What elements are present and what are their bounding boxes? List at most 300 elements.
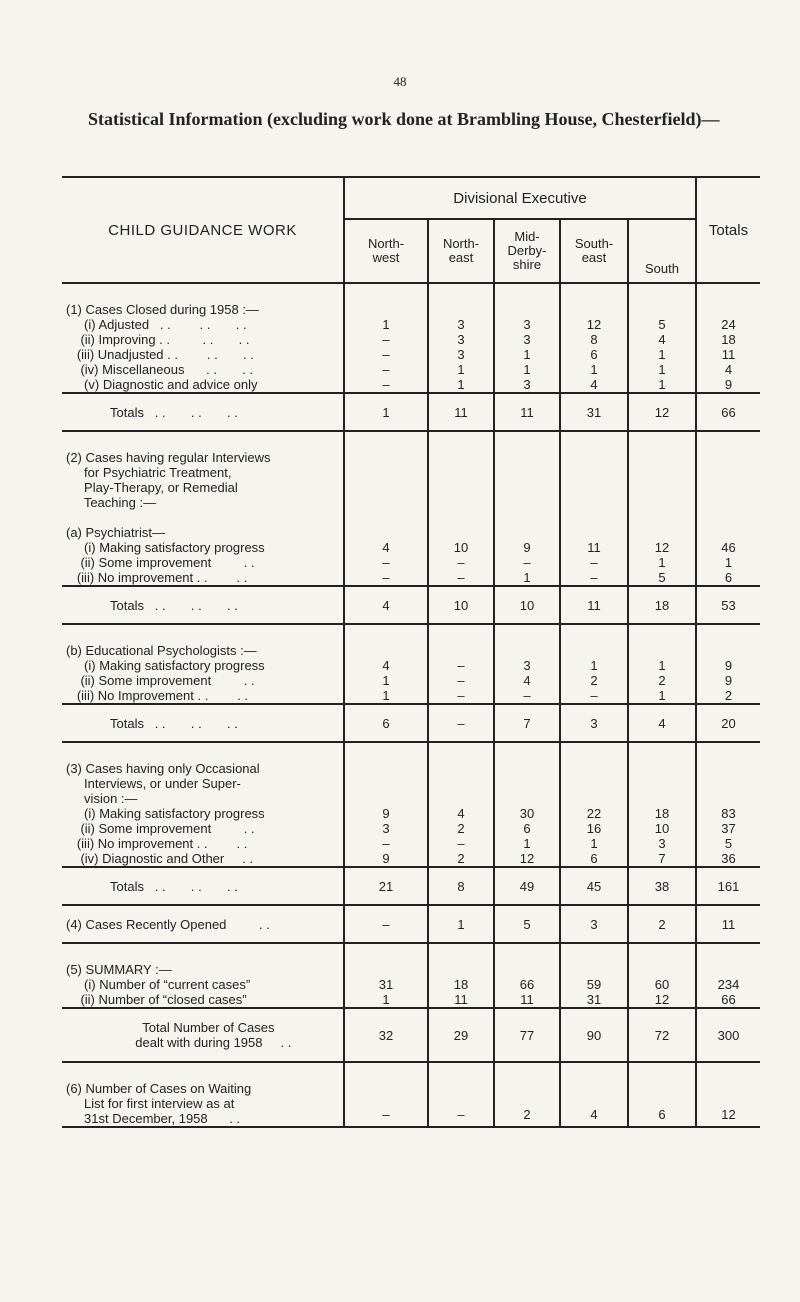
spacer-cell: [428, 1062, 494, 1081]
total-south-east: 3: [560, 905, 628, 943]
cell-value: [429, 510, 493, 525]
spacer-cell: [428, 742, 494, 761]
totals-label: [62, 1008, 344, 1062]
cell-value: [495, 776, 559, 791]
cell-value: 12: [654, 540, 670, 555]
cell-value: [345, 791, 427, 806]
cell-value: 6: [523, 821, 531, 836]
column-header-line: west: [372, 250, 400, 265]
cell-value: 1: [523, 570, 531, 585]
totals-label: (4) Cases Recently Opened . .: [62, 905, 344, 943]
cell-totals: [696, 302, 760, 393]
spacer-cell: [494, 624, 560, 643]
cell-value: 2: [590, 673, 598, 688]
section-4: [62, 761, 760, 867]
waiting-north-east: –: [428, 1081, 494, 1127]
cell-value: [629, 791, 695, 806]
total-mid-derbyshire: 10: [494, 586, 560, 624]
cell-value: [345, 495, 427, 510]
cell-value: –: [457, 570, 465, 585]
cell-value: 12: [519, 851, 535, 866]
cell-value: [495, 791, 559, 806]
cell-value: [345, 302, 427, 317]
cell-mid-derbyshire: [494, 761, 560, 867]
cell-value: [495, 525, 559, 540]
waiting-mid-derbyshire: 2: [494, 1081, 560, 1127]
cell-value: –: [382, 555, 390, 570]
cell-south-east: [560, 962, 628, 1008]
label-line: 31st December, 1958 . .: [66, 1111, 241, 1126]
label-line: (5) SUMMARY :—: [66, 962, 172, 977]
label-line: (i) Making satisfactory progress: [66, 658, 265, 673]
cell-value: [629, 450, 695, 465]
cell-value: [697, 510, 760, 525]
total-north-west: 21: [344, 867, 428, 905]
cell-value: [345, 643, 427, 658]
cell-value: 1: [590, 362, 598, 377]
cell-value: –: [590, 555, 598, 570]
spacer-cell: [344, 1062, 428, 1081]
cell-value: [561, 791, 627, 806]
cell-south-east: [560, 761, 628, 867]
spacer-cell: [560, 624, 628, 643]
totals-label: Totals . . . . . .: [62, 867, 344, 905]
section-3: [62, 643, 760, 704]
label-line: (ii) Improving . . . . . .: [66, 332, 250, 347]
cell-mid-derbyshire: [494, 962, 560, 1008]
spacer-cell: [494, 431, 560, 450]
cell-value: [345, 761, 427, 776]
cell-value: 1: [658, 688, 666, 703]
column-header-totals: Totals: [696, 177, 760, 283]
cell-value: [561, 495, 627, 510]
cell-value: [561, 525, 627, 540]
cell-value: 1: [658, 347, 666, 362]
total-south: 4: [628, 704, 696, 742]
column-header-line: South: [645, 261, 679, 276]
cell-value: 1: [658, 658, 666, 673]
label-line: (a) Psychiatrist—: [66, 525, 165, 540]
cell-value: [629, 525, 695, 540]
cell-value: 10: [453, 540, 469, 555]
cell-value: –: [457, 836, 465, 851]
column-header-north-east: [428, 219, 494, 283]
row-label: [62, 962, 344, 1008]
row-label: [62, 761, 344, 867]
label-line: (3) Cases having only Occasional: [66, 761, 260, 776]
cell-value: [561, 962, 627, 977]
cell-value: 3: [523, 332, 531, 347]
cell-value: 7: [658, 851, 666, 866]
cell-value: [629, 480, 695, 495]
cell-value: 6: [724, 570, 733, 585]
total-north-east: –: [428, 704, 494, 742]
column-header-divisional-executive: Divisional Executive: [344, 177, 696, 219]
cell-value: 12: [654, 992, 670, 1007]
cell-value: [429, 302, 493, 317]
cell-value: 22: [586, 806, 602, 821]
label-line: (iii) No Improvement . . . .: [66, 688, 249, 703]
cell-value: –: [382, 570, 390, 585]
cell-value: 1: [658, 555, 666, 570]
label-line: (1) Cases Closed during 1958 :—: [66, 302, 259, 317]
cell-totals: [696, 962, 760, 1008]
totals-label: Totals . . . . . .: [62, 704, 344, 742]
spacer-cell: [696, 943, 760, 962]
spacer-cell: [344, 742, 428, 761]
totals-row: [62, 586, 760, 624]
section-1: [62, 302, 760, 393]
label-line: (v) Diagnostic and advice only: [66, 377, 258, 392]
cell-value: 3: [457, 317, 465, 332]
cell-south: [628, 761, 696, 867]
cell-north-east: [428, 962, 494, 1008]
spacer-cell: [62, 742, 344, 761]
cell-value: [495, 302, 559, 317]
spacer-cell: [560, 283, 628, 302]
total-totals: 300: [717, 1027, 740, 1043]
total-north-east: 1: [428, 905, 494, 943]
label-line: (iii) Unadjusted . . . . . .: [66, 347, 254, 362]
label-line: Total Number of Cases: [110, 1020, 275, 1035]
cell-value: 4: [724, 362, 733, 377]
total-south-east: 31: [560, 393, 628, 431]
cell-value: 1: [590, 658, 598, 673]
label-line: (2) Cases having regular Interviews: [66, 450, 271, 465]
cell-value: 11: [721, 347, 736, 362]
spacer-row: [62, 943, 760, 962]
cell-value: 2: [724, 688, 733, 703]
column-header-south-east: [560, 219, 628, 283]
total-totals: 11: [721, 916, 736, 932]
cell-value: 30: [519, 806, 535, 821]
column-header-line: South-: [574, 236, 614, 251]
column-header-mid-derbyshire: [494, 219, 560, 283]
cell-value: 5: [724, 836, 733, 851]
cell-south-east: [560, 302, 628, 393]
cell-south-east: [560, 450, 628, 586]
cell-value: [429, 776, 493, 791]
spacer-cell: [344, 943, 428, 962]
cell-value: [345, 510, 427, 525]
total-south: 72: [628, 1008, 696, 1062]
cell-value: 1: [457, 377, 465, 392]
label-line: (i) Making satisfactory progress: [66, 540, 265, 555]
column-header-line: east: [448, 250, 474, 265]
spacer-row: [62, 624, 760, 643]
cell-north-west: [344, 761, 428, 867]
cell-value: 234: [717, 977, 740, 992]
cell-value: 36: [721, 851, 736, 866]
cell-value: 37: [721, 821, 736, 836]
row-label: [62, 302, 344, 393]
cell-value: [697, 302, 760, 317]
spacer-cell: [428, 431, 494, 450]
totals-label: Totals . . . . . .: [62, 393, 344, 431]
cell-value: [697, 962, 760, 977]
spacer-cell: [494, 943, 560, 962]
cell-value: 4: [457, 806, 465, 821]
waiting-south-east: 4: [560, 1081, 628, 1127]
total-mid-derbyshire: 49: [494, 867, 560, 905]
cell-totals: [696, 450, 760, 586]
page-title: Statistical Information (excluding work done at Brambling House, Chesterfield)—: [88, 109, 720, 129]
cell-value: [561, 302, 627, 317]
cell-value: 3: [457, 347, 465, 362]
total-south: 18: [628, 586, 696, 624]
cell-value: 11: [587, 540, 601, 555]
cell-value: 24: [721, 317, 736, 332]
header-row: [62, 177, 760, 219]
spacer-cell: [560, 742, 628, 761]
cell-value: 1: [523, 347, 531, 362]
cell-value: 4: [382, 540, 390, 555]
section-2: [62, 450, 760, 586]
spacer-cell: [560, 943, 628, 962]
total-south: 2: [628, 905, 696, 943]
cell-value: –: [382, 377, 390, 392]
spacer-cell: [696, 624, 760, 643]
label-line: [66, 510, 343, 525]
spacer-cell: [696, 1062, 760, 1081]
cell-value: 2: [457, 821, 465, 836]
cell-value: –: [382, 836, 390, 851]
cell-north-west: [344, 962, 428, 1008]
cell-value: 6: [590, 851, 598, 866]
cell-value: –: [590, 688, 598, 703]
cell-value: –: [382, 347, 390, 362]
cell-value: 2: [658, 673, 666, 688]
cell-value: 5: [658, 570, 666, 585]
cell-value: 3: [523, 377, 531, 392]
cell-value: –: [457, 673, 465, 688]
cell-value: 9: [724, 673, 733, 688]
total-totals: 53: [721, 597, 736, 613]
cell-value: 8: [590, 332, 598, 347]
cell-value: 3: [523, 658, 531, 673]
cell-value: [697, 495, 760, 510]
total-north-west: 6: [344, 704, 428, 742]
cell-value: –: [457, 555, 465, 570]
cell-value: 3: [658, 836, 666, 851]
spacer-cell: [628, 742, 696, 761]
cell-value: –: [523, 688, 531, 703]
label-line: (iv) Diagnostic and Other . .: [66, 851, 254, 866]
total-north-east: 8: [428, 867, 494, 905]
cell-north-west: [344, 450, 428, 586]
label-line: (ii) Some improvement . .: [66, 821, 255, 836]
cell-value: [429, 495, 493, 510]
cell-value: 18: [721, 332, 736, 347]
cell-value: 1: [523, 836, 531, 851]
total-mid-derbyshire: 5: [494, 905, 560, 943]
label-line: Interviews, or under Super-: [66, 776, 241, 791]
label-line: Teaching :—: [66, 495, 157, 510]
cell-north-west: [344, 302, 428, 393]
cell-value: [561, 450, 627, 465]
cell-value: 1: [382, 992, 390, 1007]
cell-value: [629, 761, 695, 776]
cell-value: 16: [586, 821, 602, 836]
label-line: (i) Number of “current cases”: [66, 977, 251, 992]
summary-section: [62, 962, 760, 1008]
cell-totals: [696, 761, 760, 867]
cell-value: 1: [724, 555, 733, 570]
total-mid-derbyshire: 77: [494, 1008, 560, 1062]
cell-value: 1: [658, 362, 666, 377]
cell-value: [345, 480, 427, 495]
cell-value: 18: [453, 977, 469, 992]
label-line: dealt with during 1958 . .: [110, 1035, 292, 1050]
column-header-child-guidance-work: CHILD GUIDANCE WORK: [62, 177, 344, 283]
cell-south-east: [560, 643, 628, 704]
spacer-cell: [428, 624, 494, 643]
cell-value: 9: [382, 851, 390, 866]
cell-value: [429, 791, 493, 806]
cell-value: 5: [658, 317, 666, 332]
cell-south: [628, 962, 696, 1008]
totals-row: [62, 867, 760, 905]
cell-mid-derbyshire: [494, 450, 560, 586]
label-line: Play-Therapy, or Remedial: [66, 480, 238, 495]
spacer-cell: [62, 624, 344, 643]
spacer-cell: [428, 943, 494, 962]
spacer-cell: [696, 742, 760, 761]
cell-value: [495, 761, 559, 776]
spacer-cell: [628, 943, 696, 962]
spacer-cell: [428, 283, 494, 302]
cell-value: 59: [586, 977, 602, 992]
cell-value: 31: [586, 992, 602, 1007]
total-north-east: 10: [428, 586, 494, 624]
child-guidance-table: [62, 176, 760, 1128]
cell-value: 4: [523, 673, 531, 688]
cell-value: [345, 962, 427, 977]
total-north-west: 32: [344, 1008, 428, 1062]
summary-total-row: [62, 1008, 760, 1062]
cell-value: [697, 776, 760, 791]
label-line: (i) Adjusted . . . . . .: [66, 317, 247, 332]
spacer-cell: [62, 431, 344, 450]
cell-value: 2: [457, 851, 465, 866]
spacer-cell: [628, 431, 696, 450]
cell-value: [495, 450, 559, 465]
cell-value: [429, 465, 493, 480]
spacer-cell: [344, 624, 428, 643]
totals-row: [62, 704, 760, 742]
label-line: (iii) No improvement . . . .: [66, 570, 248, 585]
column-header-line: east: [581, 250, 607, 265]
cell-value: 12: [586, 317, 602, 332]
total-north-west: –: [344, 905, 428, 943]
cell-value: [495, 962, 559, 977]
total-south: 38: [628, 867, 696, 905]
cell-value: [697, 643, 760, 658]
cell-value: –: [457, 688, 465, 703]
cell-value: [561, 510, 627, 525]
cell-value: [697, 525, 760, 540]
total-south-east: 3: [560, 704, 628, 742]
cell-value: [345, 465, 427, 480]
cell-totals: [696, 643, 760, 704]
cell-value: 3: [457, 332, 465, 347]
cell-value: [561, 643, 627, 658]
cell-value: –: [457, 658, 465, 673]
page-number: 48: [393, 74, 407, 89]
cell-value: [629, 776, 695, 791]
cell-value: [429, 962, 493, 977]
cell-value: 1: [382, 317, 390, 332]
total-north-west: 4: [344, 586, 428, 624]
label-line: (i) Making satisfactory progress: [66, 806, 265, 821]
spacer-row: [62, 283, 760, 302]
cell-value: [561, 776, 627, 791]
cell-value: 66: [721, 992, 736, 1007]
cell-value: 1: [658, 377, 666, 392]
label-line: (iv) Miscellaneous . . . .: [66, 362, 254, 377]
spacer-row: [62, 431, 760, 450]
cell-value: [495, 643, 559, 658]
spacer-row: [62, 1062, 760, 1081]
spacer-row: [62, 742, 760, 761]
cell-value: 4: [658, 332, 666, 347]
cell-value: 3: [523, 317, 531, 332]
total-north-west: 1: [344, 393, 428, 431]
cell-value: 3: [382, 821, 390, 836]
cell-value: 18: [654, 806, 670, 821]
cell-value: [429, 643, 493, 658]
cell-value: 66: [519, 977, 535, 992]
cell-value: 31: [378, 977, 394, 992]
cell-south: [628, 302, 696, 393]
label-line: (b) Educational Psychologists :—: [66, 643, 257, 658]
total-totals: 161: [717, 878, 740, 894]
spacer-cell: [628, 624, 696, 643]
cell-value: [495, 480, 559, 495]
column-header-line: North-: [442, 236, 480, 251]
cell-value: [561, 761, 627, 776]
spacer-cell: [344, 283, 428, 302]
total-north-east: 11: [428, 393, 494, 431]
totals-label: Totals . . . . . .: [62, 586, 344, 624]
label-line: for Psychiatric Treatment,: [66, 465, 232, 480]
row-label: [62, 643, 344, 704]
total-south-east: 45: [560, 867, 628, 905]
cell-value: 9: [382, 806, 390, 821]
cell-value: 11: [520, 992, 534, 1007]
cell-value: 6: [590, 347, 598, 362]
cell-value: [495, 510, 559, 525]
cell-value: [629, 302, 695, 317]
cell-value: 1: [590, 836, 598, 851]
label-line: (ii) Some improvement . .: [66, 555, 255, 570]
cell-value: 9: [523, 540, 531, 555]
cell-south: [628, 643, 696, 704]
cell-value: [629, 962, 695, 977]
total-south-east: 11: [560, 586, 628, 624]
cell-south: [628, 450, 696, 586]
cell-value: –: [382, 362, 390, 377]
total-mid-derbyshire: 11: [494, 393, 560, 431]
cell-value: [429, 525, 493, 540]
cell-value: 10: [654, 821, 670, 836]
cell-value: [495, 495, 559, 510]
cell-mid-derbyshire: [494, 643, 560, 704]
spacer-cell: [696, 283, 760, 302]
row-label: [62, 1081, 344, 1127]
spacer-cell: [62, 1062, 344, 1081]
cell-value: [697, 450, 760, 465]
